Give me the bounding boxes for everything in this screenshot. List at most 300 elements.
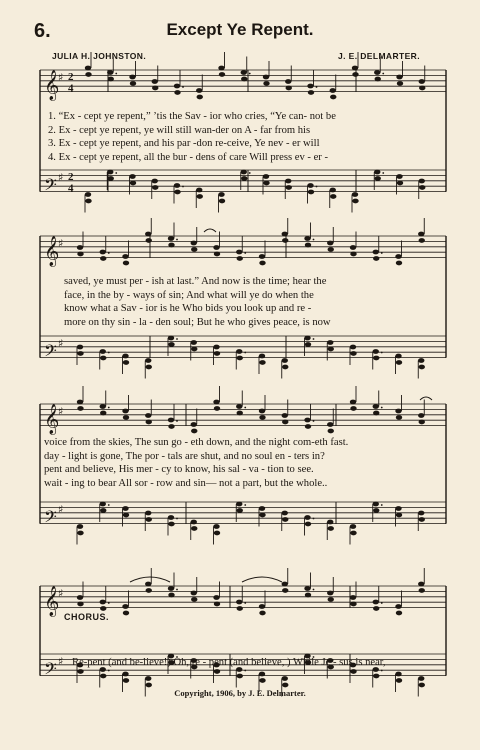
note-head xyxy=(100,404,106,409)
note-head xyxy=(77,531,83,536)
note-head xyxy=(197,95,203,100)
dot xyxy=(108,407,110,409)
hymn-number: 6. xyxy=(34,20,51,42)
dot xyxy=(108,352,110,354)
treble-clef-icon: 𝄞 xyxy=(44,236,60,267)
note-head xyxy=(218,66,224,71)
note-head xyxy=(418,358,424,363)
note-head xyxy=(350,252,356,257)
note-head xyxy=(259,604,265,609)
note-head xyxy=(259,513,265,518)
note-head xyxy=(397,81,403,86)
treble-clef-icon: 𝄞 xyxy=(44,404,60,435)
note-head xyxy=(145,232,151,237)
note-head xyxy=(282,588,288,593)
note-head xyxy=(396,415,402,420)
note-head xyxy=(85,199,91,204)
dot xyxy=(382,73,384,75)
note-head xyxy=(395,672,401,677)
note-head xyxy=(350,406,356,411)
note-head xyxy=(145,413,151,418)
dot xyxy=(176,420,178,422)
dot xyxy=(108,252,110,254)
note-head xyxy=(191,422,197,427)
note-head xyxy=(107,170,113,175)
note-head xyxy=(328,247,334,252)
sharp-icon: ♯ xyxy=(58,336,64,350)
note-head xyxy=(304,336,310,341)
note-head xyxy=(196,88,202,93)
note-head xyxy=(213,524,219,529)
note-head xyxy=(375,176,381,181)
note-head xyxy=(304,418,310,423)
note-head xyxy=(263,174,269,179)
note-head xyxy=(395,604,401,609)
note-head xyxy=(123,261,129,266)
dot xyxy=(316,186,318,188)
time-signature-top: 2 xyxy=(68,170,74,183)
note-head xyxy=(305,593,311,598)
note-head xyxy=(168,418,174,423)
fermata-icon xyxy=(420,397,432,400)
note-head xyxy=(396,261,402,266)
lyric-line: wait - ing to bear All sor - row and sin— not a part, but the whole.. xyxy=(44,477,328,489)
note-head xyxy=(191,597,197,602)
lyrics-block-1 xyxy=(48,110,440,164)
note-head xyxy=(108,77,114,82)
lyric-line: Re-pent (and be-lieve!) Oh, re - pent (and believe, ) While Je - sus is near, xyxy=(72,657,386,668)
tie xyxy=(130,577,170,582)
note-head xyxy=(350,400,356,405)
note-head xyxy=(85,66,91,71)
note-head xyxy=(263,75,269,80)
bass-clef-icon: 𝄢 xyxy=(44,506,57,531)
note-head xyxy=(282,676,288,681)
note-head xyxy=(85,192,91,197)
lyric-line: 2. Ex - cept ye repent, ye will still wan-der on A - far from his xyxy=(48,124,311,136)
note-head xyxy=(419,588,425,593)
note-head xyxy=(305,522,311,527)
note-head xyxy=(418,413,424,418)
note-head xyxy=(191,429,197,434)
note-head xyxy=(241,77,247,82)
note-head xyxy=(123,415,129,420)
note-head xyxy=(197,194,203,199)
note-head xyxy=(373,404,379,409)
dot xyxy=(381,352,383,354)
note-head xyxy=(286,86,292,91)
lyric-line: day - light is gone, The por - tals are shut, and no soul en - ters in? xyxy=(44,450,325,462)
note-head xyxy=(418,232,424,237)
note-head xyxy=(419,365,425,370)
note-head xyxy=(168,243,174,248)
note-head xyxy=(350,595,356,600)
note-head xyxy=(350,245,356,250)
note-head xyxy=(123,678,129,683)
dot xyxy=(244,252,246,254)
note-head xyxy=(373,606,379,611)
note-head xyxy=(100,411,106,416)
note-head xyxy=(327,241,333,246)
note-head xyxy=(259,409,265,414)
note-head xyxy=(146,517,152,522)
note-head xyxy=(77,351,83,356)
sharp-icon: ♯ xyxy=(58,502,64,516)
treble-clef-icon: 𝄞 xyxy=(44,586,60,617)
note-head xyxy=(77,602,83,607)
dot xyxy=(176,239,178,241)
note-head xyxy=(328,526,334,531)
note-head xyxy=(373,674,379,679)
note-head xyxy=(282,582,288,587)
note-head xyxy=(304,586,310,591)
note-head xyxy=(168,424,174,429)
note-head xyxy=(396,513,402,518)
note-head xyxy=(419,238,425,243)
note-head xyxy=(146,420,152,425)
note-head xyxy=(100,674,106,679)
note-head xyxy=(305,342,311,347)
note-head xyxy=(328,597,334,602)
note-head xyxy=(236,600,242,605)
note-head xyxy=(168,593,174,598)
note-head xyxy=(285,79,291,84)
note-head xyxy=(374,70,380,75)
note-head xyxy=(350,345,356,350)
note-head xyxy=(237,606,243,611)
note-head xyxy=(286,185,292,190)
note-head xyxy=(174,183,180,188)
note-head xyxy=(152,185,158,190)
note-head xyxy=(122,254,128,259)
note-head xyxy=(395,254,401,259)
note-head xyxy=(191,247,197,252)
note-head xyxy=(146,588,152,593)
note-head xyxy=(350,531,356,536)
dot xyxy=(381,602,383,604)
dot xyxy=(244,504,246,506)
note-head xyxy=(214,252,220,257)
note-head xyxy=(307,84,313,89)
lyric-line: pent and believe, His mer - cy to know, his sal - va - tion to see. xyxy=(44,464,314,476)
note-head xyxy=(191,520,197,525)
note-head xyxy=(219,72,225,77)
note-head xyxy=(108,176,114,181)
note-head xyxy=(129,174,135,179)
note-head xyxy=(350,524,356,529)
note-head xyxy=(373,502,379,507)
note-head xyxy=(375,77,381,82)
dot xyxy=(182,186,184,188)
note-head xyxy=(419,185,425,190)
note-head xyxy=(396,75,402,80)
note-head xyxy=(307,183,313,188)
note-head xyxy=(168,586,174,591)
dot xyxy=(382,172,384,174)
note-head xyxy=(259,672,265,677)
note-head xyxy=(282,413,288,418)
note-head xyxy=(218,192,224,197)
note-head xyxy=(174,84,180,89)
note-head xyxy=(328,429,334,434)
note-head xyxy=(122,604,128,609)
note-head xyxy=(373,508,379,513)
note-head xyxy=(191,241,197,246)
dot xyxy=(108,670,110,672)
note-head xyxy=(350,351,356,356)
note-head xyxy=(100,256,106,261)
dot xyxy=(108,602,110,604)
note-head xyxy=(395,354,401,359)
note-head xyxy=(352,66,358,71)
note-head xyxy=(396,678,402,683)
dot xyxy=(381,670,383,672)
note-head xyxy=(237,508,243,513)
lyric-line: face, in the by - ways of sin; And what will ye do when the xyxy=(64,289,314,301)
note-head xyxy=(259,254,265,259)
note-head xyxy=(146,238,152,243)
note-head xyxy=(259,611,265,616)
dot xyxy=(381,504,383,506)
note-head xyxy=(308,90,314,95)
note-head xyxy=(308,190,314,195)
dot xyxy=(108,504,110,506)
note-head xyxy=(237,411,243,416)
dot xyxy=(313,518,315,520)
note-head xyxy=(282,683,288,688)
note-head xyxy=(145,511,151,516)
note-head xyxy=(213,400,219,405)
dot xyxy=(176,338,178,340)
note-head xyxy=(330,95,336,100)
note-head xyxy=(241,170,247,175)
note-head xyxy=(100,250,106,255)
dot xyxy=(244,602,246,604)
note-head xyxy=(328,347,334,352)
note-head xyxy=(396,174,402,179)
note-head xyxy=(214,669,220,674)
note-head xyxy=(168,236,174,241)
note-head xyxy=(327,422,333,427)
hymn-title: Except Ye Repent. xyxy=(166,20,314,39)
lyrics-block-chorus xyxy=(72,656,464,670)
note-head xyxy=(123,611,129,616)
note-head xyxy=(263,81,269,86)
note-head xyxy=(77,524,83,529)
note-head xyxy=(419,683,425,688)
note-head xyxy=(123,360,129,365)
note-head xyxy=(123,513,129,518)
note-head xyxy=(395,409,401,414)
note-head xyxy=(145,358,151,363)
treble-clef-icon: 𝄞 xyxy=(44,70,60,101)
note-head xyxy=(418,511,424,516)
note-head xyxy=(237,674,243,679)
note-head xyxy=(419,517,425,522)
note-head xyxy=(152,179,158,184)
dot xyxy=(381,252,383,254)
note-head xyxy=(374,170,380,175)
note-head xyxy=(397,181,403,186)
note-head xyxy=(174,190,180,195)
dot xyxy=(249,172,251,174)
lyrics-block-2 xyxy=(64,275,456,329)
note-head xyxy=(330,88,336,93)
note-head xyxy=(236,404,242,409)
note-head xyxy=(100,600,106,605)
dot xyxy=(316,86,318,88)
note-head xyxy=(352,72,358,77)
note-head xyxy=(282,238,288,243)
composer-credit: J. E. DELMARTER. xyxy=(338,51,420,61)
dot xyxy=(381,407,383,409)
lyric-line: know what a Sav - ior is he Who bids you look up and re - xyxy=(64,303,312,315)
note-head xyxy=(236,502,242,507)
note-head xyxy=(145,582,151,587)
note-head xyxy=(191,347,197,352)
note-head xyxy=(373,250,379,255)
note-head xyxy=(259,506,265,511)
note-head xyxy=(396,611,402,616)
note-head xyxy=(77,345,83,350)
dot xyxy=(313,338,315,340)
note-head xyxy=(350,602,356,607)
note-head xyxy=(213,345,219,350)
note-head xyxy=(219,199,225,204)
sharp-icon: ♯ xyxy=(58,654,64,668)
note-head xyxy=(168,522,174,527)
dot xyxy=(244,407,246,409)
note-head xyxy=(122,506,128,511)
lyric-line: voice from the skies, The sun go - eth down, and the night com-eth fast. xyxy=(44,437,349,448)
dot xyxy=(244,352,246,354)
note-head xyxy=(122,672,128,677)
note-head xyxy=(259,360,265,365)
bass-clef-icon: 𝄢 xyxy=(44,340,57,365)
note-head xyxy=(129,75,135,80)
note-head xyxy=(100,502,106,507)
sharp-icon: ♯ xyxy=(58,70,64,84)
note-head xyxy=(418,676,424,681)
note-head xyxy=(350,669,356,674)
note-head xyxy=(237,256,243,261)
note-head xyxy=(168,342,174,347)
dot xyxy=(313,239,315,241)
lyric-line: more on thy sin - la - den soul; But he who gives peace, is now xyxy=(64,316,331,328)
note-head xyxy=(418,582,424,587)
dot xyxy=(182,86,184,88)
note-head xyxy=(191,526,197,531)
lyric-line: 4. Ex - cept ye repent, all the bur - dens of care Will press ev - er - xyxy=(48,151,328,163)
dot xyxy=(115,172,117,174)
note-head xyxy=(282,232,288,237)
note-head xyxy=(259,415,265,420)
note-head xyxy=(352,192,358,197)
note-head xyxy=(77,595,83,600)
dot xyxy=(176,518,178,520)
note-head xyxy=(282,358,288,363)
note-head xyxy=(145,676,151,681)
lyrics-block-3 xyxy=(44,436,436,490)
note-head xyxy=(77,669,83,674)
note-head xyxy=(236,349,242,354)
note-head xyxy=(419,86,425,91)
dot xyxy=(115,73,117,75)
note-head xyxy=(282,517,288,522)
note-head xyxy=(107,70,113,75)
note-head xyxy=(122,354,128,359)
tie xyxy=(242,577,282,582)
dot xyxy=(176,589,178,591)
note-head xyxy=(77,406,83,411)
note-head xyxy=(214,351,220,356)
sharp-icon: ♯ xyxy=(58,586,64,600)
sharp-icon: ♯ xyxy=(58,404,64,418)
lyric-line: saved, ye must per - ish at last.” And now is the time; hear the xyxy=(64,276,327,287)
note-head xyxy=(373,356,379,361)
note-head xyxy=(327,520,333,525)
note-head xyxy=(330,194,336,199)
chorus-label: CHORUS. xyxy=(64,612,110,622)
note-head xyxy=(282,365,288,370)
note-head xyxy=(304,236,310,241)
note-head xyxy=(373,411,379,416)
note-head xyxy=(213,245,219,250)
note-head xyxy=(236,250,242,255)
dot xyxy=(244,670,246,672)
sharp-icon: ♯ xyxy=(58,236,64,250)
dot xyxy=(313,589,315,591)
note-head xyxy=(305,424,311,429)
note-head xyxy=(419,179,425,184)
note-head xyxy=(305,243,311,248)
note-head xyxy=(352,199,358,204)
note-head xyxy=(100,349,106,354)
note-head xyxy=(396,360,402,365)
copyright-notice: Copyright, 1906, by J. E. Delmarter. xyxy=(174,688,306,698)
note-head xyxy=(174,90,180,95)
note-head xyxy=(304,515,310,520)
lyric-line: 3. Ex - cept ye repent, and his par -don re-ceive, Ye nev - er will xyxy=(48,138,320,150)
note-head xyxy=(282,511,288,516)
note-head xyxy=(152,86,158,91)
time-signature-top: 2 xyxy=(68,70,74,83)
note-head xyxy=(130,81,136,86)
note-head xyxy=(263,181,269,186)
note-head xyxy=(241,176,247,181)
note-head xyxy=(168,336,174,341)
note-head xyxy=(100,356,106,361)
fermata-icon xyxy=(204,229,216,232)
note-head xyxy=(237,356,243,361)
note-head xyxy=(85,72,91,77)
note-head xyxy=(146,365,152,370)
note-head xyxy=(419,79,425,84)
note-head xyxy=(191,591,197,596)
time-signature-bottom: 4 xyxy=(68,82,74,95)
note-head xyxy=(122,409,128,414)
note-head xyxy=(191,340,197,345)
note-head xyxy=(214,602,220,607)
note-head xyxy=(214,531,220,536)
note-head xyxy=(259,678,265,683)
note-head xyxy=(327,591,333,596)
note-head xyxy=(241,70,247,75)
note-head xyxy=(196,188,202,193)
note-head xyxy=(100,606,106,611)
note-head xyxy=(146,683,152,688)
note-head xyxy=(77,245,83,250)
